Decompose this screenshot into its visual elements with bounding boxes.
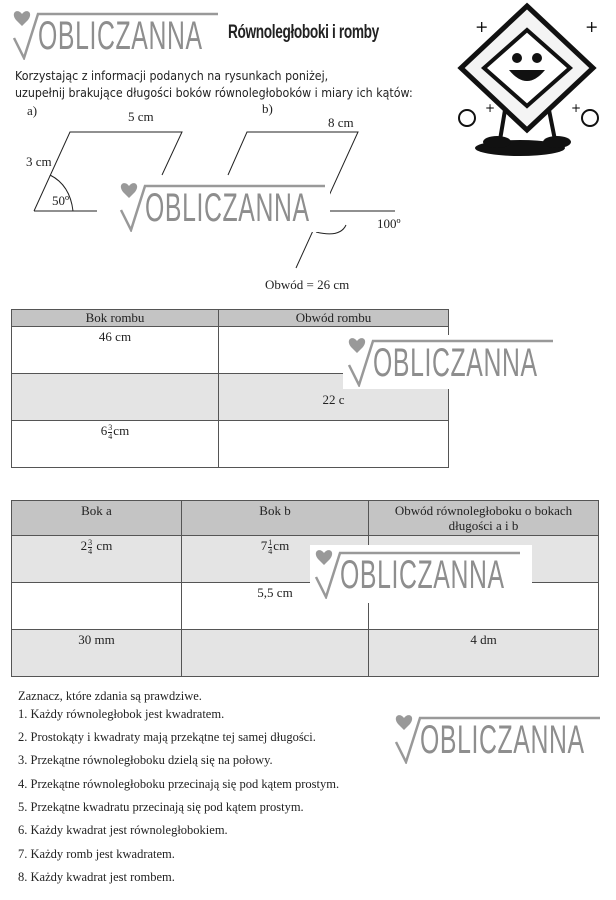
- column-header: Obwód rombu: [219, 310, 449, 327]
- figure-b-label: b): [262, 101, 273, 116]
- column-header: Bok a: [12, 501, 182, 536]
- statements-title: Zaznacz, które zdania są prawdziwe.: [18, 689, 202, 703]
- table-row: [12, 630, 599, 677]
- cell-side: 46 cm: [12, 327, 219, 374]
- statement[interactable]: 4. Przekątne równoległoboku przecinają się pod kątem prostym.: [18, 777, 340, 791]
- figure-a-top-side: 5 cm: [128, 109, 154, 124]
- figure-a-left-side: 3 cm: [26, 154, 52, 169]
- statement[interactable]: 7. Każdy romb jest kwadratem.: [18, 847, 175, 861]
- cell-a: 30 mm: [12, 630, 182, 677]
- figure-a-label: a): [27, 103, 38, 118]
- svg-text:+: +: [571, 101, 582, 115]
- parallelogram-figures: [0, 0, 616, 300]
- svg-text:+: +: [485, 101, 496, 115]
- cell-side: 6 $\frac{3}{4}$ cm: [12, 421, 219, 468]
- statement[interactable]: 6. Każdy kwadrat jest równoległobokiem.: [18, 823, 228, 837]
- watermark: OBLICZANNA: [115, 180, 330, 232]
- cell-b[interactable]: [182, 630, 369, 677]
- cell-a[interactable]: [12, 583, 182, 630]
- cell-side[interactable]: [12, 374, 219, 421]
- statement[interactable]: 3. Przekątne równoległoboku dzielą się na połowy.: [18, 753, 273, 767]
- watermark: OBLICZANNA: [310, 545, 532, 603]
- cell-b: 5,5 cm: [182, 583, 369, 630]
- figure-b-top-side: 8 cm: [328, 115, 354, 130]
- statement[interactable]: 1. Każdy równoległobok jest kwadratem.: [18, 707, 225, 721]
- instruction-line: uzupełnij brakujące długości boków równoległoboków i miary ich kątów:: [15, 86, 413, 100]
- column-header: Bok b: [182, 501, 369, 536]
- statement[interactable]: 2. Prostokąty i kwadraty mają przekątne tej samej długości.: [18, 730, 316, 744]
- figure-a-angle: 50º: [52, 193, 70, 208]
- figure-b-angle: 100º: [377, 216, 401, 231]
- cell-b: 7 $\frac{1}{4}$ cm: [182, 536, 369, 583]
- page-title: Równoległoboki i romby: [228, 22, 379, 43]
- svg-text:+: +: [585, 17, 599, 36]
- statement[interactable]: 8. Każdy kwadrat jest rombem.: [18, 870, 175, 884]
- cell-perimeter: 4 dm: [369, 630, 599, 677]
- cell-perimeter[interactable]: [219, 421, 449, 468]
- svg-text:+: +: [475, 17, 489, 36]
- column-header: Obwód równoległoboku o bokach długości a i b: [369, 501, 599, 536]
- statement[interactable]: 5. Przekątne kwadratu przecinają się pod kątem prostym.: [18, 800, 304, 814]
- column-header: Bok rombu: [12, 310, 219, 327]
- watermark: OBLICZANNA: [390, 712, 605, 766]
- figure-b-perimeter: Obwód = 26 cm: [265, 277, 350, 292]
- instruction-line: Korzystając z informacji podanych na rysunkach poniżej,: [15, 69, 329, 83]
- table-row: [12, 421, 449, 468]
- cell-a: 2 $\frac{3}{4}$ cm: [12, 536, 182, 583]
- cell-perimeter: 22 c: [219, 374, 449, 421]
- watermark: OBLICZANNA: [343, 335, 558, 389]
- logo: OBLICZANNA: [8, 8, 223, 60]
